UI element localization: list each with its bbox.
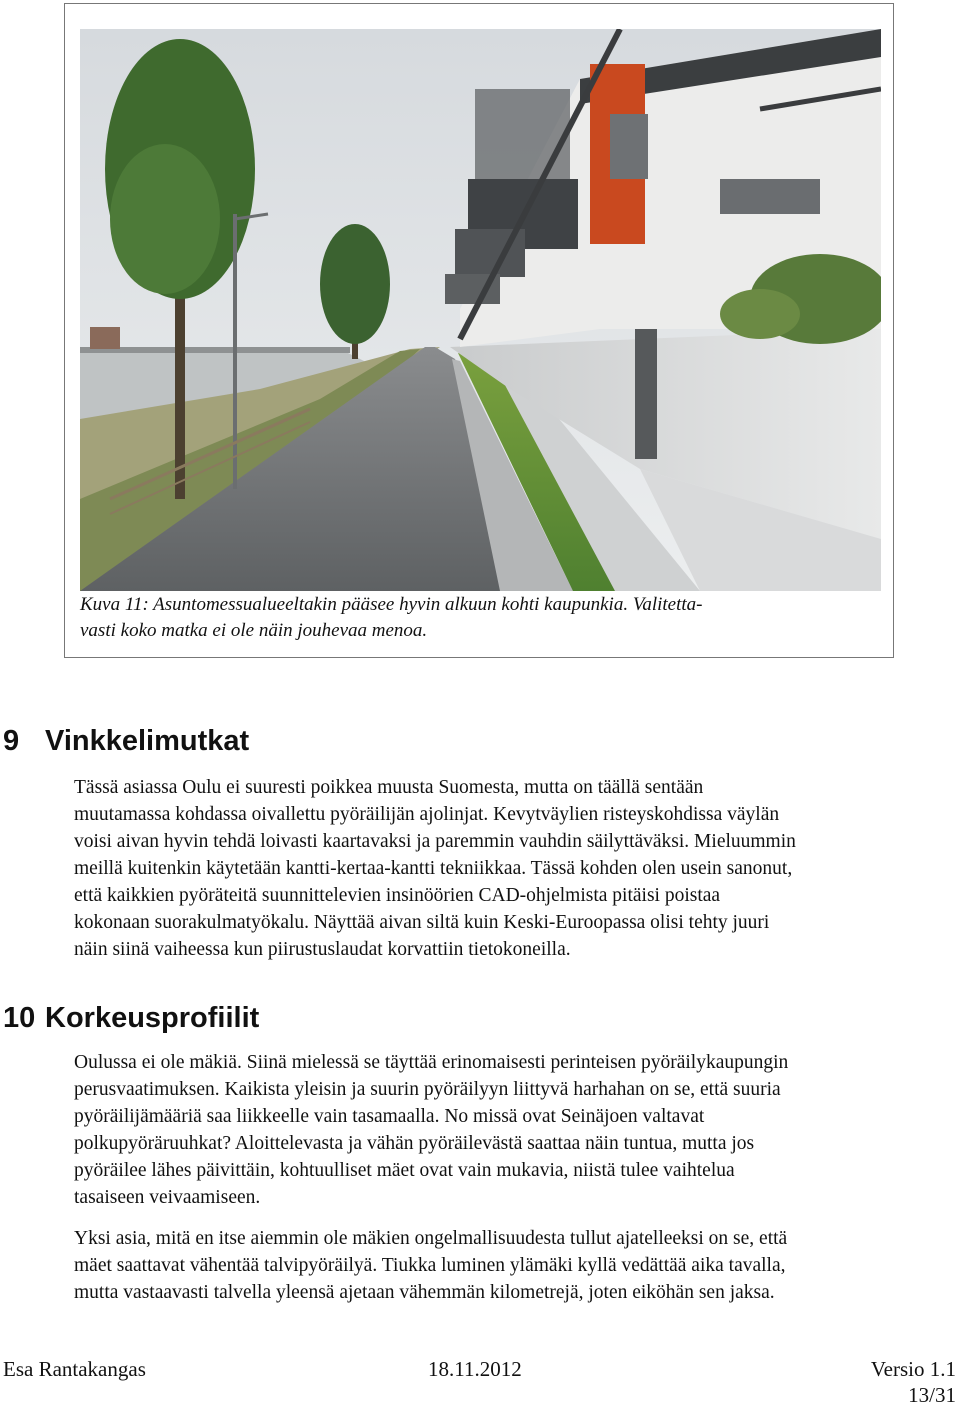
figure-frame (64, 3, 894, 658)
paragraph-line: voisi aivan hyvin tehdä loivasti kaartavaksi ja paremmin vauhdin säilyttäväksi. Mieluummin (74, 831, 796, 852)
page-number: 13/31 (908, 1383, 956, 1407)
section-number: 10 (3, 1002, 36, 1034)
paragraph-line: Yksi asia, mitä en itse aiemmin ole mäkien ongelmallisuudesta tullut ajatelleeksi on se, että (74, 1228, 788, 1249)
body-paragraph (74, 774, 958, 963)
paragraph-line: mäet saattavat vähentää talvipyöräilyä. Tiukka luminen ylämäki kyllä vedättää aika tavalla, (74, 1255, 786, 1276)
caption-line: vasti koko matka ei ole näin jouhevaa menoa. (80, 620, 428, 641)
paragraph-line: perusvaatimuksen. Kaikista yleisin ja suurin pyöräilyyn liittyvä harhahan on se, että suuria (74, 1079, 781, 1100)
paragraph-line: että kaikkien pyöräteitä suunnittelevien insinöörien CAD-ohjelmista pitäisi poistaa (74, 885, 721, 906)
paragraph-line: näin siinä vaiheessa kun piirustuslaudat korvattiin tietokoneilla. (74, 939, 571, 960)
footer-author: Esa Rantakangas (3, 1357, 146, 1381)
paragraph-line: muutamassa kohdassa oivallettu pyöräilijän ajolinjat. Kevytväylien risteyskohdissa väylän (74, 804, 780, 825)
paragraph-line: tasaiseen veivaamiseen. (74, 1187, 261, 1208)
paragraph-line: pyöräilee lähes päivittäin, kohtuulliset mäet ovat vain mukavia, niistä tulee vaihtelua (74, 1160, 735, 1181)
figure-caption (80, 592, 880, 644)
body-paragraph (74, 1049, 958, 1211)
paragraph-line: mutta vastaavasti talvella yleensä ajetaan vähemmän kilometrejä, joten eiköhän sen jaksa. (74, 1282, 775, 1303)
paragraph-line: meillä kuitenkin käytetään kantti-kertaa-kantti tekniikkaa. Tässä kohden olen usein sanonut, (74, 858, 793, 879)
section-title: Vinkkelimutkat (45, 725, 250, 757)
footer-version: Versio 1.1 (870, 1357, 956, 1381)
caption-line: Kuva 11: Asuntomessualueeltakin pääsee hyvin alkuun kohti kaupunkia. Valitetta- (80, 594, 703, 615)
section-heading-vinkkelimutkat (3, 722, 249, 760)
photo-bike-path (80, 29, 881, 591)
section-title: Korkeusprofiilit (45, 1002, 260, 1034)
paragraph-line: Tässä asiassa Oulu ei suuresti poikkea muusta Suomesta, mutta on täällä sentään (74, 777, 704, 798)
body-paragraph (74, 1225, 958, 1306)
section-heading-korkeusprofiilit (3, 999, 259, 1037)
paragraph-line: pyöräilijämääriä saa liikkeelle vain tasamaalla. No missä ovat Seinäjoen valtavat (74, 1106, 705, 1127)
paragraph-line: polkupyöräruuhkat? Aloittelevasta ja vähän pyöräilevästä saattaa näin tuntua, mutta jos (74, 1133, 755, 1154)
paragraph-line: Oulussa ei ole mäkiä. Siinä mielessä se täyttää erinomaisesti perinteisen pyöräilykaupungin (74, 1052, 789, 1073)
footer-date: 18.11.2012 (428, 1357, 522, 1381)
paragraph-line: kokonaan suorakulmatyökalu. Näyttää aivan siltä kuin Keski-Euroopassa olisi tehty juuri (74, 912, 770, 933)
section-number: 9 (3, 725, 20, 757)
